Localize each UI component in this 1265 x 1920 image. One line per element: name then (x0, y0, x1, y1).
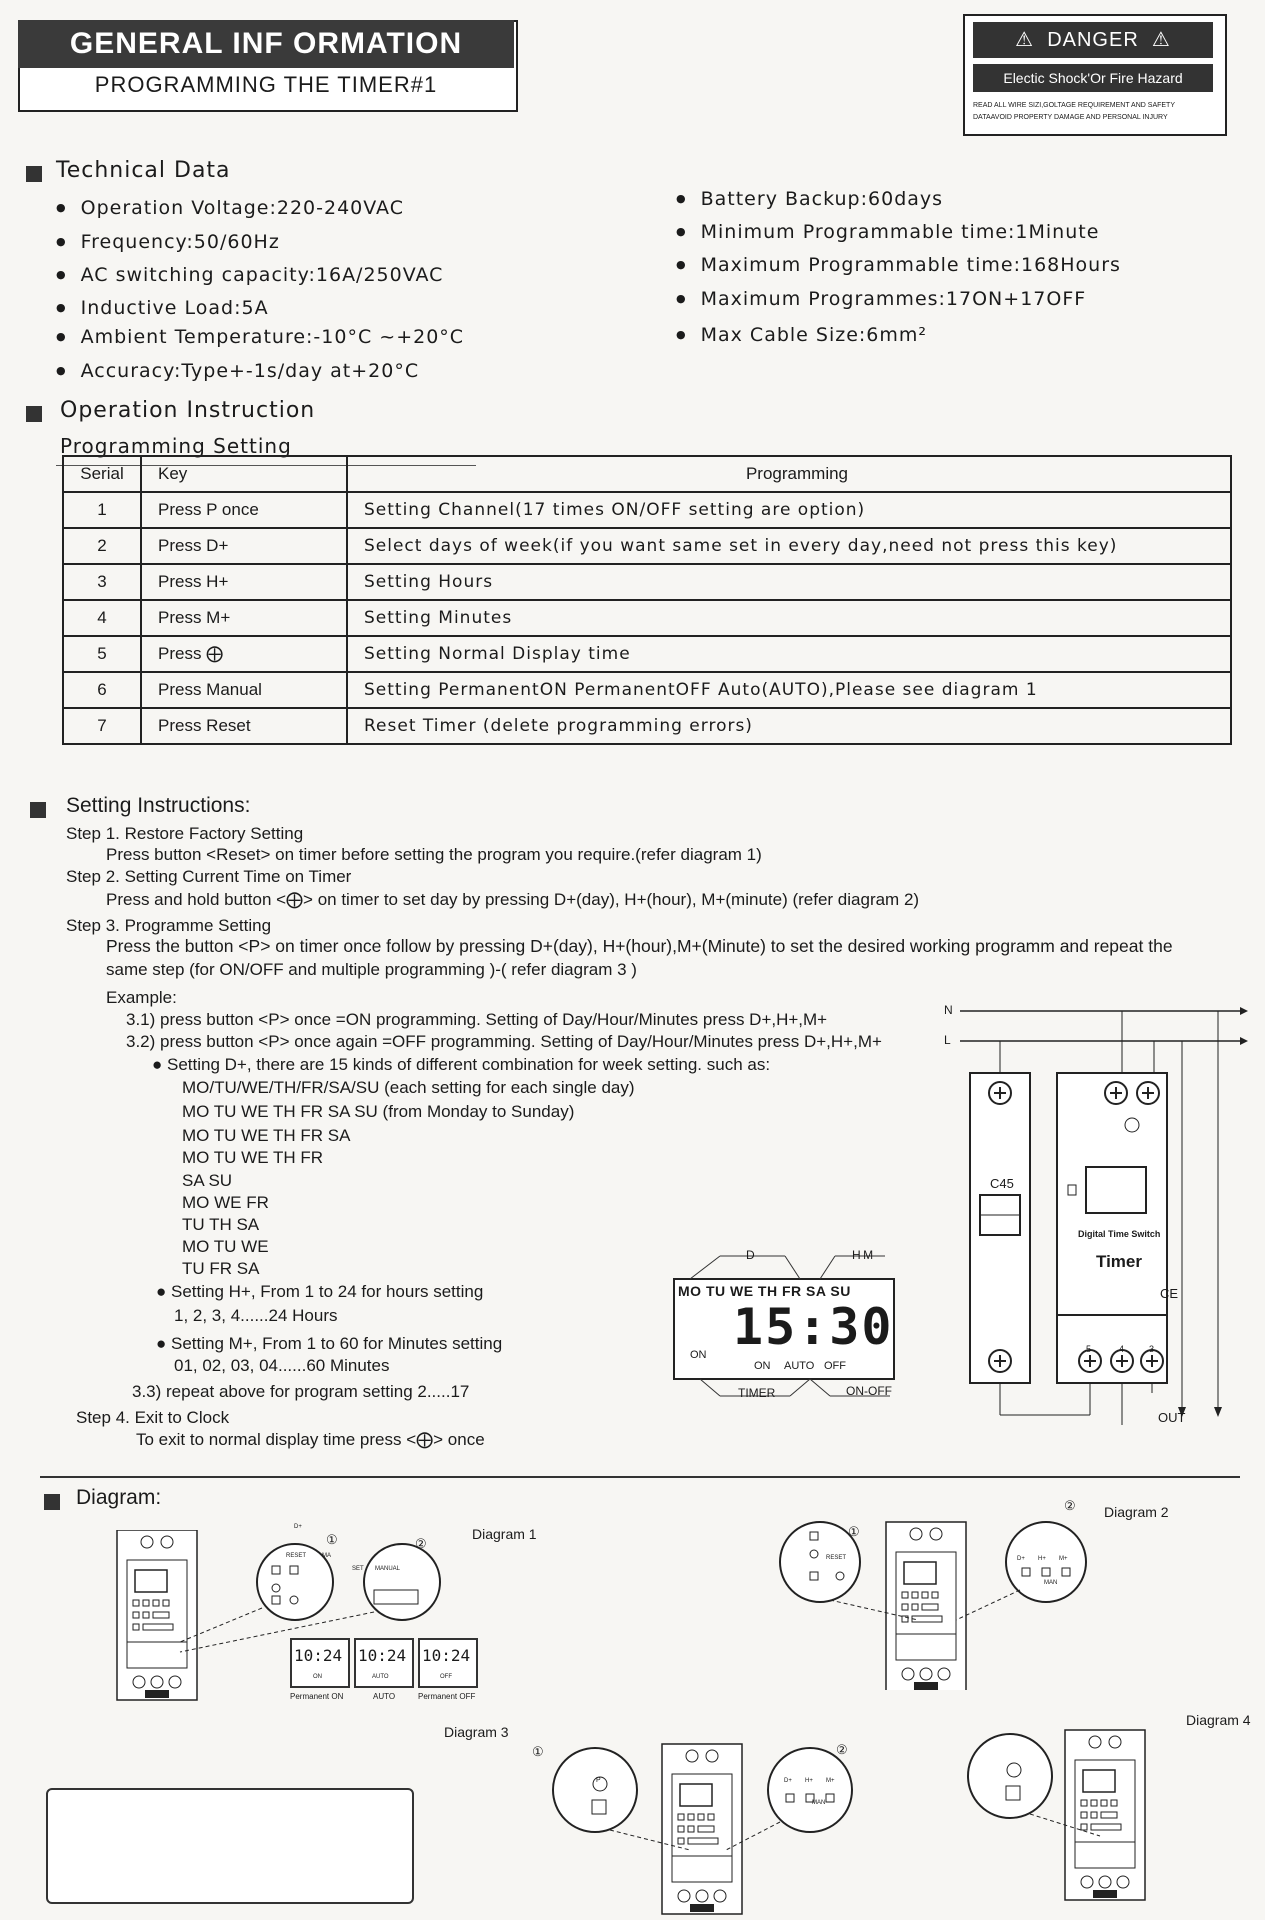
key-label: SET (352, 1566, 364, 1572)
combo-item: SA SU (182, 1171, 233, 1190)
key-label: H+ (1038, 1556, 1046, 1562)
table-row (63, 528, 1231, 564)
table-row (63, 600, 1231, 636)
mini-lcd-time: 10:24 (358, 1646, 407, 1665)
section-marker (26, 166, 42, 182)
combo-item: MO TU WE TH FR (182, 1148, 324, 1167)
key-cell: Press M+ (141, 600, 347, 636)
pointer-line (690, 1256, 720, 1279)
tech-item: ● Minimum Programmable time:1Minute (676, 221, 1099, 243)
table-row (63, 636, 1231, 672)
key-label: P (596, 1777, 601, 1784)
pointer-line (785, 1256, 800, 1279)
zoom-circle (553, 1748, 637, 1832)
serial-cell: 1 (63, 492, 141, 528)
timer-device (886, 1522, 966, 1690)
lcd-label-d: D (746, 1248, 755, 1262)
programming-cell: Setting PermanentON PermanentOFF Auto(AUTO),Please see diagram 1 (347, 672, 1231, 708)
example-bullet: ● Setting M+, From 1 to 60 for Minutes setting (156, 1334, 503, 1353)
key-cell: Press H+ (141, 564, 347, 600)
tech-item: ● Maximum Programmable time:168Hours (676, 254, 1121, 276)
timer-device (1065, 1730, 1145, 1900)
section-marker (30, 802, 46, 818)
out-label: OUT (1158, 1410, 1186, 1425)
lcd-time: 15:30 (733, 1298, 894, 1356)
programming-cell: Setting Minutes (347, 600, 1231, 636)
mplus-text: Setting M+, From 1 to 60 for Minutes setting (171, 1334, 503, 1353)
mini-lcd-tag: ON (313, 1674, 322, 1680)
zoom-circle (1006, 1522, 1086, 1602)
combo-item: MO WE FR (182, 1193, 269, 1212)
step-title: Step 1. Restore Factory Setting (66, 824, 304, 843)
tech-item: ● Inductive Load:5A (56, 297, 269, 319)
combo-item: MO TU WE TH FR SA (182, 1126, 351, 1145)
callout-1: ① (326, 1532, 338, 1547)
lcd-on-left: ON (690, 1349, 707, 1361)
key-label: M+ (1059, 1556, 1068, 1562)
lcd-on-off: ON-OFF (846, 1384, 892, 1398)
device-name: Digital Time Switch (1078, 1229, 1161, 1239)
callout-1: ① (848, 1524, 860, 1539)
step-text: Press button <Reset> on timer before setting the program you require.(refer diagram 1) (106, 845, 762, 864)
timer-device (117, 1530, 197, 1700)
lcd-days: MO TU WE TH FR SA SU (678, 1283, 851, 1299)
breaker-label: C45 (990, 1176, 1014, 1191)
key-label: D+ (784, 1778, 792, 1784)
key-cell: Press D+ (141, 528, 347, 564)
zoom-circle (364, 1544, 440, 1620)
diagram-1-label: Diagram 1 (472, 1526, 537, 1542)
step-title: Step 4. Exit to Clock (76, 1408, 230, 1427)
key-label: M+ (826, 1778, 835, 1784)
mini-lcd-time: 10:24 (294, 1646, 343, 1665)
section-divider (40, 1476, 1240, 1478)
setting-heading: Setting Instructions: (66, 794, 251, 817)
serial-cell: 4 (63, 600, 141, 636)
wiring-diagram (940, 995, 1250, 1435)
danger-title-text: DANGER (1047, 29, 1139, 51)
terminal-label: 3 (1149, 1344, 1155, 1354)
mini-lcd-label: Permanent ON (290, 1692, 344, 1701)
technical-heading: Technical Data (56, 158, 231, 183)
mini-lcd-label: AUTO (373, 1692, 396, 1701)
step-text: same step (for ON/OFF and multiple programming )-( refer diagram 3 ) (106, 960, 637, 979)
dplus-text: Setting D+, there are 15 kinds of different combination for week setting. such as: (167, 1055, 771, 1074)
notes-box (46, 1788, 414, 1904)
table-header-row (63, 456, 1231, 492)
hours-text: 1, 2, 3, 4......24 Hours (174, 1306, 338, 1325)
tech-item: ● AC switching capacity:16A/250VAC (56, 264, 443, 286)
table-row (63, 672, 1231, 708)
diagram-4-label: Diagram 4 (1186, 1712, 1251, 1728)
key-cell: Press ⨁ (141, 636, 347, 672)
lcd-mode: ON (754, 1360, 771, 1372)
key-cell: Press Reset (141, 708, 347, 744)
serial-cell: 6 (63, 672, 141, 708)
terminal-label: 4 (1119, 1344, 1125, 1354)
programming-cell: Select days of week(if you want same set in every day,need not press this key) (347, 528, 1231, 564)
timer-device (662, 1744, 742, 1914)
tech-item: ● Maximum Programmes:17ON+17OFF (676, 288, 1086, 310)
programming-cell: Setting Hours (347, 564, 1231, 600)
diagram-3-label: Diagram 3 (444, 1724, 509, 1740)
mini-lcd-label: Permanent OFF (418, 1692, 476, 1701)
combo-item: MO TU WE TH FR SA SU (from Monday to Sunday) (182, 1102, 575, 1121)
combo-item: MO TU WE (182, 1237, 269, 1256)
tech-item: ● Battery Backup:60days (676, 188, 943, 210)
tech-item: ● Frequency:50/60Hz (56, 231, 280, 253)
col-programming: Programming (347, 456, 1231, 492)
tech-item: ● Max Cable Size:6mm² (676, 324, 927, 346)
section-marker (44, 1494, 60, 1510)
danger-note-line: DATAAVOID PROPERTY DAMAGE AND PERSONAL INJURY (973, 114, 1168, 121)
key-label: D+ (294, 1524, 302, 1530)
step-title: Step 3. Programme Setting (66, 916, 272, 935)
hplus-text: Setting H+, From 1 to 24 for hours setting (171, 1282, 484, 1301)
operation-subheading: Programming Setting (60, 434, 292, 458)
mini-lcd-tag: AUTO (372, 1674, 389, 1680)
serial-cell: 2 (63, 528, 141, 564)
key-cell: Press Manual (141, 672, 347, 708)
wire-label-l: L (944, 1033, 951, 1047)
mini-lcd-time: 10:24 (422, 1646, 471, 1665)
key-label: RESET (286, 1553, 307, 1559)
table-row (63, 564, 1231, 600)
programming-cell: Setting Normal Display time (347, 636, 1231, 672)
key-label: RESET (826, 1555, 847, 1561)
warning-icon: ⚠ (1015, 29, 1035, 51)
serial-cell: 7 (63, 708, 141, 744)
col-serial: Serial (63, 456, 141, 492)
step-text: Press and hold button <⨁> on timer to set day by pressing D+(day), H+(hour), M+(minute) (refer diagram 2) (106, 890, 920, 909)
example-bullet: ● Setting D+, there are 15 kinds of different combination for week setting. such as: (152, 1055, 771, 1074)
serial-cell: 3 (63, 564, 141, 600)
tech-item: ● Operation Voltage:220-240VAC (56, 197, 404, 219)
callout-2: ② (415, 1536, 427, 1551)
serial-cell: 5 (63, 636, 141, 672)
key-cell: Press P once (141, 492, 347, 528)
combo-item: TU TH SA (182, 1215, 260, 1234)
warning-icon: ⚠ (1151, 29, 1171, 51)
combo-item: TU FR SA (182, 1259, 260, 1278)
danger-note (973, 100, 1217, 124)
danger-note-line: READ ALL WIRE SIZI,GOLTAGE REQUIREMENT AND SAFETY (973, 102, 1176, 109)
lcd-label-hm: H M (852, 1248, 874, 1262)
callout-2: ② (836, 1742, 848, 1757)
page-subtitle: PROGRAMMING THE TIMER#1 (94, 72, 438, 97)
programming-cell: Reset Timer (delete programming errors) (347, 708, 1231, 744)
key-label: MAN (1044, 1580, 1058, 1586)
timer-screen (1086, 1167, 1146, 1213)
table-row (63, 492, 1231, 528)
example-label: Example: (106, 988, 177, 1007)
callout-1: ① (532, 1744, 544, 1759)
zoom-circle (768, 1748, 852, 1832)
wire-label-n: N (944, 1003, 953, 1017)
programming-table (62, 455, 1232, 745)
tech-item: ● Ambient Temperature:-10°C ~+20°C (56, 326, 464, 348)
table-row (63, 708, 1231, 744)
danger-title (973, 22, 1213, 58)
mini-lcd-tag: OFF (440, 1674, 452, 1680)
key-label: MA (322, 1553, 331, 1559)
diagram-3 (540, 1730, 880, 1920)
example-item: 3.3) repeat above for program setting 2.....17 (132, 1382, 470, 1401)
lcd-mode: OFF (824, 1360, 846, 1372)
step-title: Step 2. Setting Current Time on Timer (66, 867, 352, 886)
diagram-heading: Diagram: (76, 1486, 162, 1509)
terminal-label: 5 (1086, 1344, 1092, 1354)
operation-heading: Operation Instruction (60, 398, 316, 423)
key-label: MANUAL (375, 1566, 401, 1572)
diagram-4 (960, 1716, 1160, 1906)
example-item: 3.2) press button <P> once again =OFF programming. Setting of Day/Hour/Minutes press D+,H+,M+ (126, 1032, 882, 1051)
example-item: 3.1) press button <P> once =ON programming. Setting of Day/Hour/Minutes press D+,H+,M+ (126, 1010, 828, 1029)
minutes-text: 01, 02, 03, 04......60 Minutes (174, 1356, 390, 1375)
key-label: D+ (1017, 1556, 1025, 1562)
callout-2: ② (1064, 1498, 1076, 1513)
lcd-timer: TIMER (738, 1386, 776, 1400)
diagram-2-label: Diagram 2 (1104, 1504, 1169, 1520)
key-label: MAN (812, 1800, 826, 1806)
combo-item: MO/TU/WE/TH/FR/SA/SU (each setting for each single day) (182, 1078, 635, 1097)
key-label: H+ (805, 1778, 813, 1784)
pointer-line (820, 1256, 835, 1279)
programming-cell: Setting Channel(17 times ON/OFF setting are option) (347, 492, 1231, 528)
step-text: Press the button <P> on timer once follow by pressing D+(day), H+(hour),M+(Minute) to set the desired working programm and repeat the (106, 936, 1173, 956)
danger-subtitle: Electic Shock'Or Fire Hazard (973, 64, 1213, 92)
lcd-mode: AUTO (784, 1360, 815, 1372)
ce-mark: CE (1160, 1286, 1179, 1301)
example-bullet: ● Setting H+, From 1 to 24 for hours setting (156, 1282, 484, 1301)
diagram-2 (770, 1510, 1100, 1690)
device-brand: Timer (1096, 1252, 1142, 1271)
page-title: GENERAL INF ORMATION (18, 20, 514, 68)
col-key: Key (141, 456, 347, 492)
tech-item: ● Accuracy:Type+-1s/day at+20°C (56, 360, 419, 382)
section-marker (26, 406, 42, 422)
step-text: To exit to normal display time press <⨁> once (136, 1430, 485, 1449)
